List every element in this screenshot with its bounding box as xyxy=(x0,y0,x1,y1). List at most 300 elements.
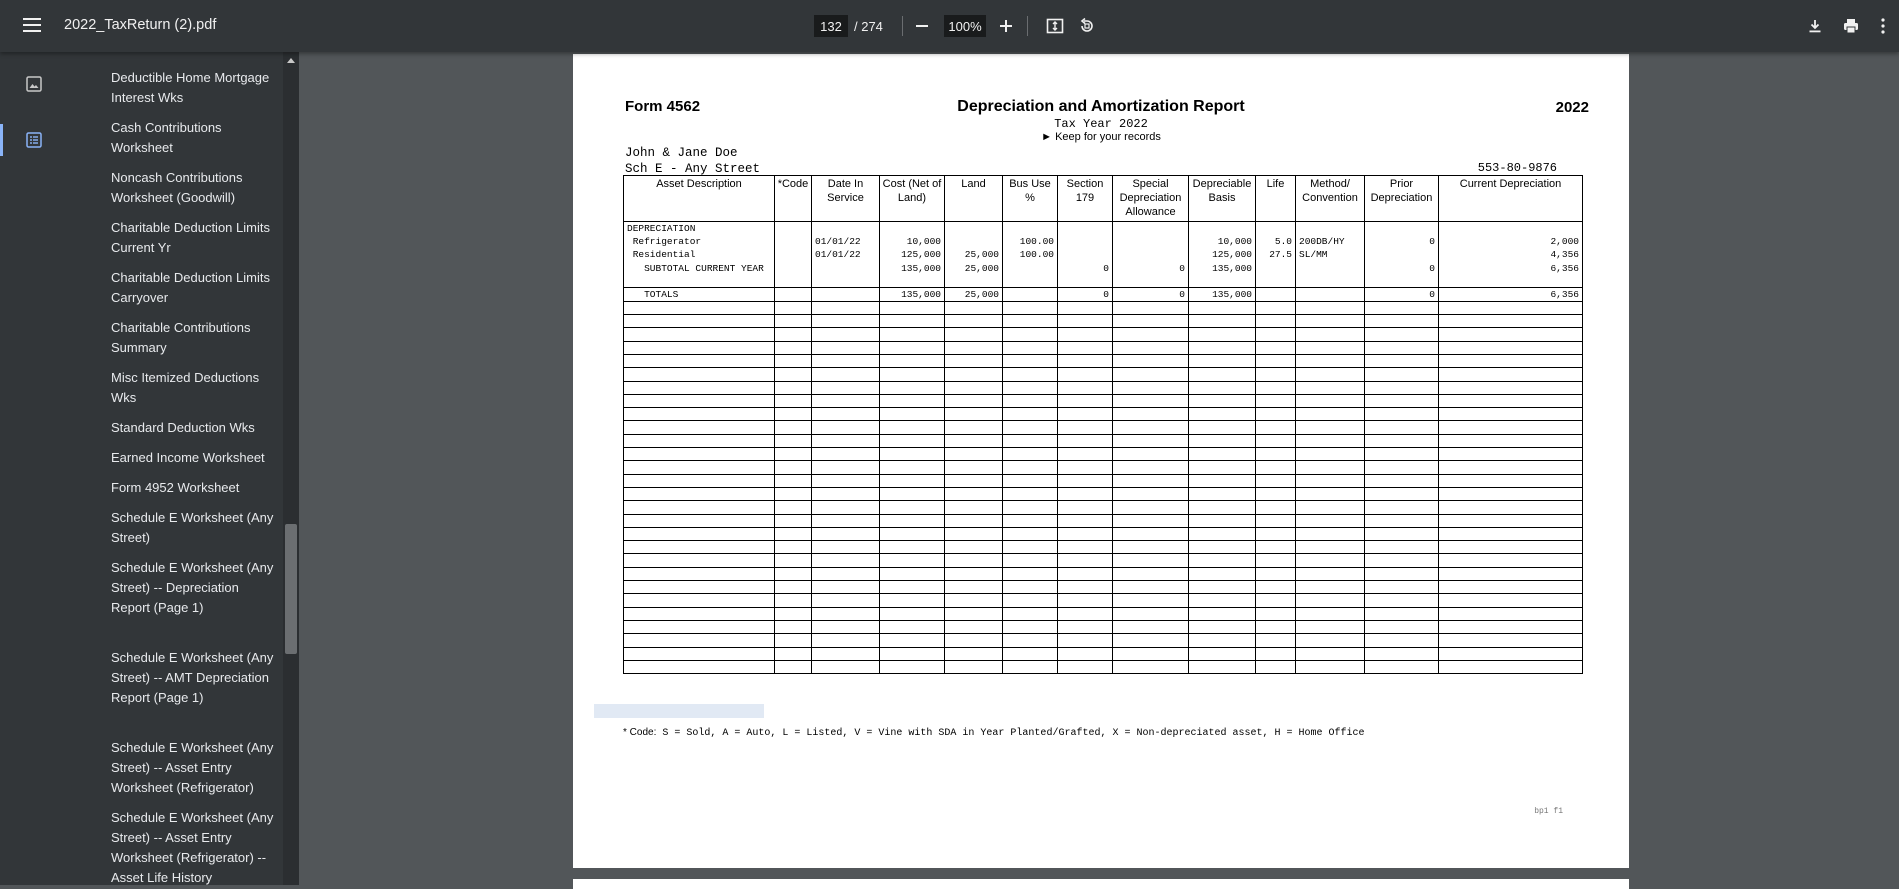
table-cell xyxy=(1256,421,1296,434)
table-cell xyxy=(945,368,1003,381)
table-cell xyxy=(945,341,1003,354)
table-cell xyxy=(1189,594,1256,607)
outline-item[interactable]: Standard Deduction Wks xyxy=(111,420,255,435)
table-cell xyxy=(1365,607,1439,620)
table-cell: 135,000 xyxy=(1189,288,1256,301)
table-cell xyxy=(1365,501,1439,514)
table-cell xyxy=(624,594,775,607)
empty-table-row xyxy=(624,354,1583,367)
table-cell xyxy=(1439,368,1583,381)
table-cell xyxy=(1439,634,1583,647)
table-cell: SL/MM xyxy=(1296,248,1365,261)
table-cell xyxy=(880,434,945,447)
code-legend-label: * Code: xyxy=(623,727,657,738)
table-cell xyxy=(880,660,945,673)
table-cell: 125,000 xyxy=(1189,248,1256,261)
table-cell xyxy=(1189,487,1256,500)
table-cell xyxy=(624,421,775,434)
table-cell xyxy=(812,301,880,314)
table-cell xyxy=(775,607,812,620)
table-cell xyxy=(1189,394,1256,407)
outline-item[interactable]: Charitable Deduction Limits Current Yr xyxy=(111,220,270,255)
table-cell xyxy=(1058,275,1113,288)
download-icon[interactable] xyxy=(1802,13,1828,39)
table-cell xyxy=(1296,275,1365,288)
table-cell xyxy=(812,461,880,474)
table-cell: 135,000 xyxy=(880,288,945,301)
table-cell xyxy=(1058,501,1113,514)
table-cell xyxy=(1365,647,1439,660)
table-cell xyxy=(1439,554,1583,567)
table-cell xyxy=(775,527,812,540)
table-cell xyxy=(945,620,1003,633)
table-cell xyxy=(624,381,775,394)
empty-table-row xyxy=(624,514,1583,527)
table-cell xyxy=(1113,235,1189,248)
table-cell xyxy=(1003,381,1058,394)
table-cell xyxy=(1113,434,1189,447)
table-cell xyxy=(1365,448,1439,461)
table-cell xyxy=(1113,607,1189,620)
empty-table-row xyxy=(624,421,1583,434)
table-cell xyxy=(1058,474,1113,487)
table-cell: 25,000 xyxy=(945,248,1003,261)
table-cell xyxy=(1113,527,1189,540)
table-cell xyxy=(624,408,775,421)
table-cell xyxy=(812,328,880,341)
outline-item[interactable]: Noncash Contributions Worksheet (Goodwill) xyxy=(111,170,243,205)
empty-table-row xyxy=(624,328,1583,341)
table-cell xyxy=(624,634,775,647)
table-cell xyxy=(775,620,812,633)
table-cell xyxy=(1003,567,1058,580)
table-cell xyxy=(1296,474,1365,487)
table-cell xyxy=(1365,660,1439,673)
table-cell xyxy=(1256,288,1296,301)
table-cell xyxy=(775,275,812,288)
table-cell xyxy=(1365,527,1439,540)
table-cell xyxy=(624,328,775,341)
table-cell xyxy=(1189,634,1256,647)
table-cell xyxy=(1296,514,1365,527)
outline-item[interactable]: Earned Income Worksheet xyxy=(111,450,265,465)
column-header: Depreciable Basis xyxy=(1189,176,1256,222)
table-cell xyxy=(1439,408,1583,421)
table-cell xyxy=(945,235,1003,248)
table-cell xyxy=(880,527,945,540)
table-cell xyxy=(1439,567,1583,580)
table-cell xyxy=(1296,222,1365,235)
table-cell xyxy=(1296,594,1365,607)
table-cell xyxy=(945,501,1003,514)
table-cell xyxy=(1058,341,1113,354)
empty-table-row xyxy=(624,634,1583,647)
table-cell xyxy=(1003,607,1058,620)
table-cell xyxy=(1058,301,1113,314)
table-cell xyxy=(1058,434,1113,447)
table-cell xyxy=(1113,660,1189,673)
table-cell xyxy=(1296,354,1365,367)
table-cell xyxy=(812,448,880,461)
table-cell xyxy=(945,448,1003,461)
scrollbar-thumb[interactable] xyxy=(285,524,297,654)
table-cell xyxy=(1256,381,1296,394)
table-cell xyxy=(1189,581,1256,594)
table-cell xyxy=(624,275,775,288)
table-cell xyxy=(945,487,1003,500)
table-cell xyxy=(1439,607,1583,620)
table-cell xyxy=(775,421,812,434)
table-cell: 135,000 xyxy=(880,261,945,274)
table-cell xyxy=(1189,647,1256,660)
table-cell xyxy=(1256,527,1296,540)
table-cell xyxy=(1365,381,1439,394)
table-cell xyxy=(624,301,775,314)
table-cell xyxy=(1003,527,1058,540)
table-cell xyxy=(1058,381,1113,394)
table-cell: 10,000 xyxy=(880,235,945,248)
menu-icon[interactable] xyxy=(18,14,46,38)
table-cell xyxy=(945,567,1003,580)
table-cell xyxy=(1003,408,1058,421)
outline-item[interactable]: Schedule E Worksheet (Any Street) -- Depreciation Report (Page 1) xyxy=(111,560,274,615)
table-cell xyxy=(812,620,880,633)
table-cell xyxy=(1189,434,1256,447)
rotate-icon[interactable] xyxy=(1074,13,1100,39)
outline-item[interactable]: Misc Itemized Deductions Wks xyxy=(111,370,260,405)
fit-page-icon[interactable] xyxy=(1042,13,1068,39)
table-cell xyxy=(1058,315,1113,328)
table-cell xyxy=(880,275,945,288)
table-cell xyxy=(1003,541,1058,554)
table-cell xyxy=(812,541,880,554)
empty-table-row xyxy=(624,581,1583,594)
table-cell xyxy=(880,647,945,660)
table-cell xyxy=(812,275,880,288)
outline-item[interactable]: Schedule E Worksheet (Any Street) -- AMT Depreciation Report (Page 1) xyxy=(111,650,274,705)
table-cell xyxy=(624,541,775,554)
table-cell xyxy=(1256,354,1296,367)
table-cell xyxy=(1256,301,1296,314)
table-cell xyxy=(812,408,880,421)
table-cell: 01/01/22 xyxy=(812,248,880,261)
print-icon[interactable] xyxy=(1838,13,1864,39)
table-cell xyxy=(1003,288,1058,301)
table-cell xyxy=(1058,235,1113,248)
table-cell xyxy=(775,288,812,301)
table-cell xyxy=(945,408,1003,421)
table-cell xyxy=(1256,341,1296,354)
outline-item[interactable]: Charitable Deduction Limits Carryover xyxy=(111,270,270,305)
table-cell xyxy=(1365,421,1439,434)
table-cell xyxy=(1256,567,1296,580)
table-cell xyxy=(812,634,880,647)
table-cell xyxy=(1365,620,1439,633)
table-cell xyxy=(1003,594,1058,607)
table-cell xyxy=(880,620,945,633)
table-cell xyxy=(812,261,880,274)
table-cell xyxy=(1189,620,1256,633)
page-navigator xyxy=(814,15,883,37)
scroll-up-arrow-icon[interactable] xyxy=(287,58,295,63)
outline-item[interactable]: Form 4952 Worksheet xyxy=(111,480,240,495)
table-cell xyxy=(775,634,812,647)
table-cell xyxy=(1439,448,1583,461)
table-cell xyxy=(624,368,775,381)
table-cell xyxy=(775,408,812,421)
document-outline-icon[interactable] xyxy=(22,128,46,152)
table-cell xyxy=(1113,514,1189,527)
table-cell: 0 xyxy=(1113,288,1189,301)
table-cell xyxy=(775,554,812,567)
table-cell xyxy=(1113,408,1189,421)
table-cell xyxy=(812,368,880,381)
table-cell xyxy=(1256,581,1296,594)
table-cell xyxy=(1003,328,1058,341)
table-cell xyxy=(1113,354,1189,367)
table-cell xyxy=(1113,594,1189,607)
table-cell xyxy=(1058,527,1113,540)
table-cell xyxy=(1113,421,1189,434)
table-cell xyxy=(812,474,880,487)
table-cell xyxy=(1058,222,1113,235)
taxpayer-names: John & Jane Doe xyxy=(625,146,738,160)
table-cell xyxy=(1365,581,1439,594)
table-cell xyxy=(1439,594,1583,607)
table-cell xyxy=(945,421,1003,434)
table-cell xyxy=(1113,341,1189,354)
table-cell xyxy=(1189,222,1256,235)
table-cell: 100.00 xyxy=(1003,248,1058,261)
page-number-input[interactable] xyxy=(814,15,848,37)
table-cell xyxy=(1439,581,1583,594)
table-cell xyxy=(1058,647,1113,660)
table-cell xyxy=(880,315,945,328)
table-cell xyxy=(775,368,812,381)
table-cell xyxy=(1439,328,1583,341)
table-cell xyxy=(1365,222,1439,235)
table-cell xyxy=(775,487,812,500)
table-cell xyxy=(1296,381,1365,394)
outline-item[interactable]: Schedule E Worksheet (Any Street) -- Asset Entry Worksheet (Refrigerator) -- Asset Life History xyxy=(111,810,274,885)
column-header: Asset Description xyxy=(624,176,775,222)
table-cell xyxy=(945,527,1003,540)
table-cell: Residential xyxy=(624,248,775,261)
table-cell xyxy=(775,474,812,487)
table-cell xyxy=(945,581,1003,594)
table-cell xyxy=(775,354,812,367)
table-cell xyxy=(1058,554,1113,567)
table-cell xyxy=(624,647,775,660)
table-cell xyxy=(1439,394,1583,407)
table-cell xyxy=(1296,620,1365,633)
table-cell xyxy=(1365,341,1439,354)
table-cell xyxy=(880,554,945,567)
table-cell xyxy=(1189,461,1256,474)
table-cell xyxy=(624,354,775,367)
outline-item[interactable]: Charitable Contributions Summary xyxy=(111,320,251,355)
table-cell xyxy=(1365,354,1439,367)
empty-table-row xyxy=(624,315,1583,328)
table-cell xyxy=(1189,448,1256,461)
table-cell xyxy=(880,408,945,421)
table-cell xyxy=(1296,315,1365,328)
table-cell: 200DB/HY xyxy=(1296,235,1365,248)
table-cell xyxy=(880,567,945,580)
table-cell xyxy=(880,594,945,607)
empty-table-row xyxy=(624,554,1583,567)
table-cell: SUBTOTAL CURRENT YEAR xyxy=(624,261,775,274)
table-cell xyxy=(1058,248,1113,261)
zoom-in-icon[interactable] xyxy=(993,13,1019,39)
toolbar-divider xyxy=(1027,16,1028,36)
column-header: Current Depreciation xyxy=(1439,176,1583,222)
table-cell xyxy=(775,514,812,527)
table-cell xyxy=(775,235,812,248)
table-cell xyxy=(1439,381,1583,394)
table-cell xyxy=(775,381,812,394)
table-cell xyxy=(624,527,775,540)
table-cell xyxy=(624,434,775,447)
table-cell xyxy=(1296,634,1365,647)
table-cell xyxy=(1003,301,1058,314)
outline-item[interactable]: Schedule E Worksheet (Any Street) xyxy=(111,510,274,545)
table-cell xyxy=(1003,461,1058,474)
table-cell xyxy=(812,647,880,660)
table-cell xyxy=(1296,394,1365,407)
table-cell xyxy=(945,607,1003,620)
table-cell xyxy=(1296,341,1365,354)
outline-item[interactable]: Schedule E Worksheet (Any Street) -- Asset Entry Worksheet (Refrigerator) xyxy=(111,740,274,795)
table-cell xyxy=(1003,581,1058,594)
table-row xyxy=(624,248,1583,261)
table-cell: DEPRECIATION xyxy=(624,222,775,235)
table-cell xyxy=(1003,474,1058,487)
table-cell xyxy=(1113,394,1189,407)
table-cell xyxy=(775,301,812,314)
table-cell xyxy=(1256,607,1296,620)
table-cell xyxy=(1003,487,1058,500)
depreciation-table xyxy=(623,175,1583,674)
table-cell: 4,356 xyxy=(1439,248,1583,261)
outline-item[interactable]: Deductible Home Mortgage Interest Wks xyxy=(111,70,270,105)
table-row xyxy=(624,275,1583,288)
table-cell xyxy=(1113,328,1189,341)
table-cell xyxy=(1296,434,1365,447)
table-cell xyxy=(1189,660,1256,673)
table-cell xyxy=(880,301,945,314)
table-cell xyxy=(1365,368,1439,381)
table-cell xyxy=(624,487,775,500)
table-cell: 01/01/22 xyxy=(812,235,880,248)
table-cell xyxy=(1189,315,1256,328)
table-cell xyxy=(1003,394,1058,407)
table-cell xyxy=(1439,301,1583,314)
table-cell xyxy=(945,461,1003,474)
table-cell xyxy=(1189,421,1256,434)
table-cell xyxy=(1256,394,1296,407)
table-cell xyxy=(1058,594,1113,607)
table-cell xyxy=(1058,461,1113,474)
table-cell xyxy=(1058,328,1113,341)
table-cell xyxy=(1296,527,1365,540)
table-cell xyxy=(624,660,775,673)
table-cell xyxy=(1256,514,1296,527)
table-cell xyxy=(1296,567,1365,580)
table-cell xyxy=(624,315,775,328)
page-footer-mark: bp1 f1 xyxy=(1534,807,1563,816)
table-cell xyxy=(1189,501,1256,514)
thumbnails-icon[interactable] xyxy=(22,72,46,96)
table-cell xyxy=(1256,487,1296,500)
table-cell xyxy=(1058,368,1113,381)
table-cell xyxy=(1189,514,1256,527)
table-cell xyxy=(1113,368,1189,381)
table-cell xyxy=(945,354,1003,367)
table-cell xyxy=(945,222,1003,235)
table-cell xyxy=(1058,567,1113,580)
table-cell xyxy=(1058,394,1113,407)
table-cell xyxy=(1296,288,1365,301)
next-pdf-page xyxy=(573,879,1629,889)
table-cell xyxy=(1113,567,1189,580)
table-header-row xyxy=(624,176,1583,222)
document-outline xyxy=(68,52,283,885)
table-cell xyxy=(624,620,775,633)
table-cell xyxy=(1003,315,1058,328)
table-cell: 0 xyxy=(1365,235,1439,248)
table-cell xyxy=(775,328,812,341)
table-cell xyxy=(1439,647,1583,660)
table-cell xyxy=(1256,634,1296,647)
table-cell: 0 xyxy=(1365,261,1439,274)
empty-table-row xyxy=(624,394,1583,407)
table-cell xyxy=(945,554,1003,567)
table-cell xyxy=(1365,328,1439,341)
table-cell xyxy=(812,288,880,301)
table-cell xyxy=(812,594,880,607)
table-cell xyxy=(624,514,775,527)
zoom-level-input[interactable] xyxy=(944,15,986,37)
table-cell xyxy=(945,647,1003,660)
table-cell xyxy=(1113,461,1189,474)
table-cell xyxy=(1256,261,1296,274)
more-options-icon[interactable] xyxy=(1873,13,1893,39)
table-cell xyxy=(812,222,880,235)
zoom-out-icon[interactable] xyxy=(909,13,935,39)
outline-item[interactable]: Cash Contributions Worksheet xyxy=(111,120,222,155)
table-cell xyxy=(1058,408,1113,421)
table-cell xyxy=(812,660,880,673)
table-cell xyxy=(812,354,880,367)
table-cell xyxy=(1439,620,1583,633)
empty-table-row xyxy=(624,474,1583,487)
table-cell xyxy=(1365,248,1439,261)
sidebar-scrollbar[interactable] xyxy=(283,52,299,885)
table-cell: 0 xyxy=(1365,288,1439,301)
table-cell xyxy=(1189,341,1256,354)
table-cell xyxy=(1296,487,1365,500)
table-cell xyxy=(880,222,945,235)
table-cell xyxy=(1365,408,1439,421)
table-cell xyxy=(1439,474,1583,487)
empty-table-row xyxy=(624,408,1583,421)
active-tab-indicator xyxy=(0,124,3,156)
table-cell xyxy=(1256,448,1296,461)
table-cell xyxy=(812,554,880,567)
table-cell xyxy=(880,541,945,554)
column-header: Section 179 xyxy=(1058,176,1113,222)
